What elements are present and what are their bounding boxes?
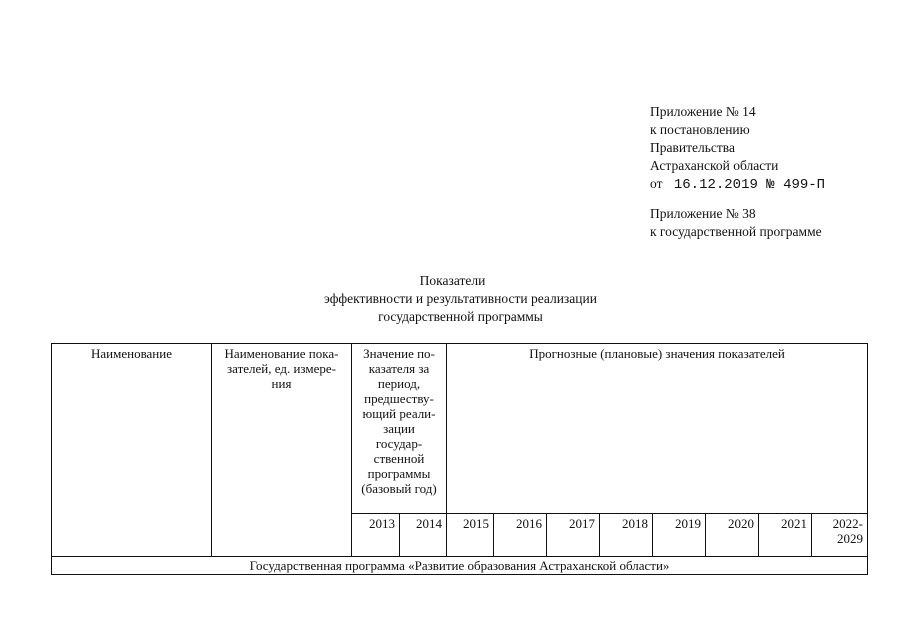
year-cell: 2014 (400, 514, 447, 557)
year-cell: 2016 (494, 514, 547, 557)
decree-date-number: 16.12.2019 № 499-П (673, 177, 826, 193)
indicators-table (51, 343, 868, 575)
attachment-date-line (650, 176, 825, 193)
header-name: Наименование (52, 344, 212, 557)
year-cell: 2017 (547, 514, 600, 557)
header-base-value: Значение по- казателя за период, предшеству- ющий реали- зации государ- ственной программы (базовый год) (352, 344, 447, 514)
header-forecast: Прогнозные (плановые) значения показателей (447, 344, 868, 514)
ot-label: от (650, 176, 663, 191)
header-indicator: Наименование пока- зателей, ед. измере- ния (212, 344, 352, 557)
title-line-3: государственной программы (378, 309, 543, 324)
attachment-line-3: Правительства (650, 140, 735, 155)
year-cell: 2022- 2029 (812, 514, 868, 557)
year-cell: 2020 (706, 514, 759, 557)
title-line-2: эффективности и результативности реализации (324, 291, 597, 306)
year-cell: 2019 (653, 514, 706, 557)
year-cell: 2018 (600, 514, 653, 557)
attachment-line-2: к постановлению (650, 122, 750, 137)
attachment-line-1: Приложение № 14 (650, 104, 756, 119)
attachment2-line-2: к государственной программе (650, 224, 822, 239)
year-cell: 2013 (352, 514, 400, 557)
attachment2-line-1: Приложение № 38 (650, 206, 756, 221)
attachment-line-4: Астраханской области (650, 158, 779, 173)
year-cell: 2021 (759, 514, 812, 557)
title-line-1: Показатели (419, 273, 486, 288)
year-cell: 2015 (447, 514, 494, 557)
program-row: Государственная программа «Развитие образования Астраханской области» (52, 557, 868, 575)
